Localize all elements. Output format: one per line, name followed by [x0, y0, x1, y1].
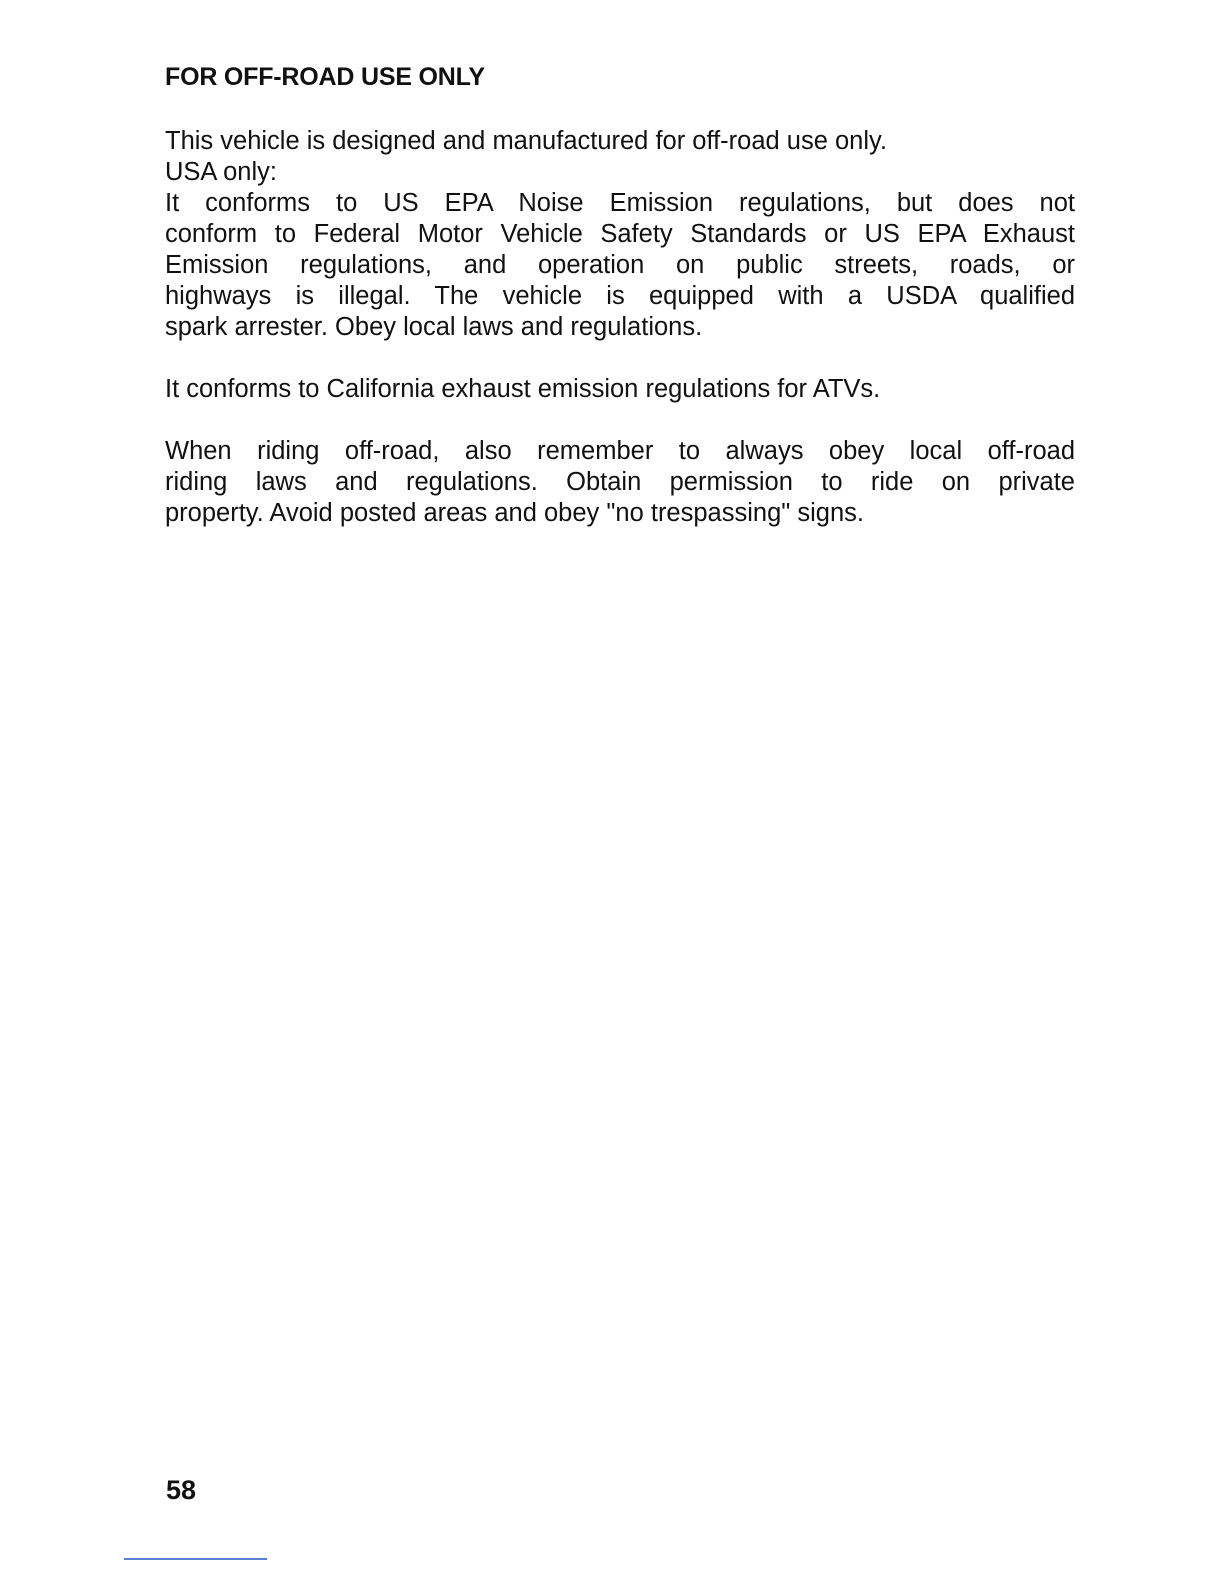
paragraph-off-road-use [165, 126, 1075, 343]
paragraph-riding-laws [165, 436, 1075, 529]
text-line: When riding off-road, also remember to always obey local off-road [165, 437, 1075, 465]
text-line: It conforms to US EPA Noise Emission regulations, but does not [165, 189, 1075, 217]
text-line: This vehicle is designed and manufactured for off-road use only. [165, 127, 887, 155]
page-number: 58 [166, 1475, 197, 1505]
text-line: spark arrester. Obey local laws and regulations. [165, 313, 703, 341]
text-line: It conforms to California exhaust emission regulations for ATVs. [165, 375, 881, 403]
manual-page [165, 62, 1075, 529]
text-line: riding laws and regulations. Obtain permission to ride on private [165, 468, 1075, 496]
text-line: USA only: [165, 158, 277, 186]
text-line: Emission regulations, and operation on public streets, roads, or [165, 251, 1075, 279]
section-heading: FOR OFF-ROAD USE ONLY [165, 63, 485, 91]
paragraph-spacer [165, 405, 1075, 436]
footer-rule [124, 1558, 267, 1560]
paragraph-spacer [165, 343, 1075, 374]
text-line: highways is illegal. The vehicle is equipped with a USDA qualified [165, 282, 1075, 310]
paragraph-california [165, 374, 1075, 405]
text-line: conform to Federal Motor Vehicle Safety Standards or US EPA Exhaust [165, 220, 1075, 248]
text-line: property. Avoid posted areas and obey "no trespassing" signs. [165, 499, 865, 527]
